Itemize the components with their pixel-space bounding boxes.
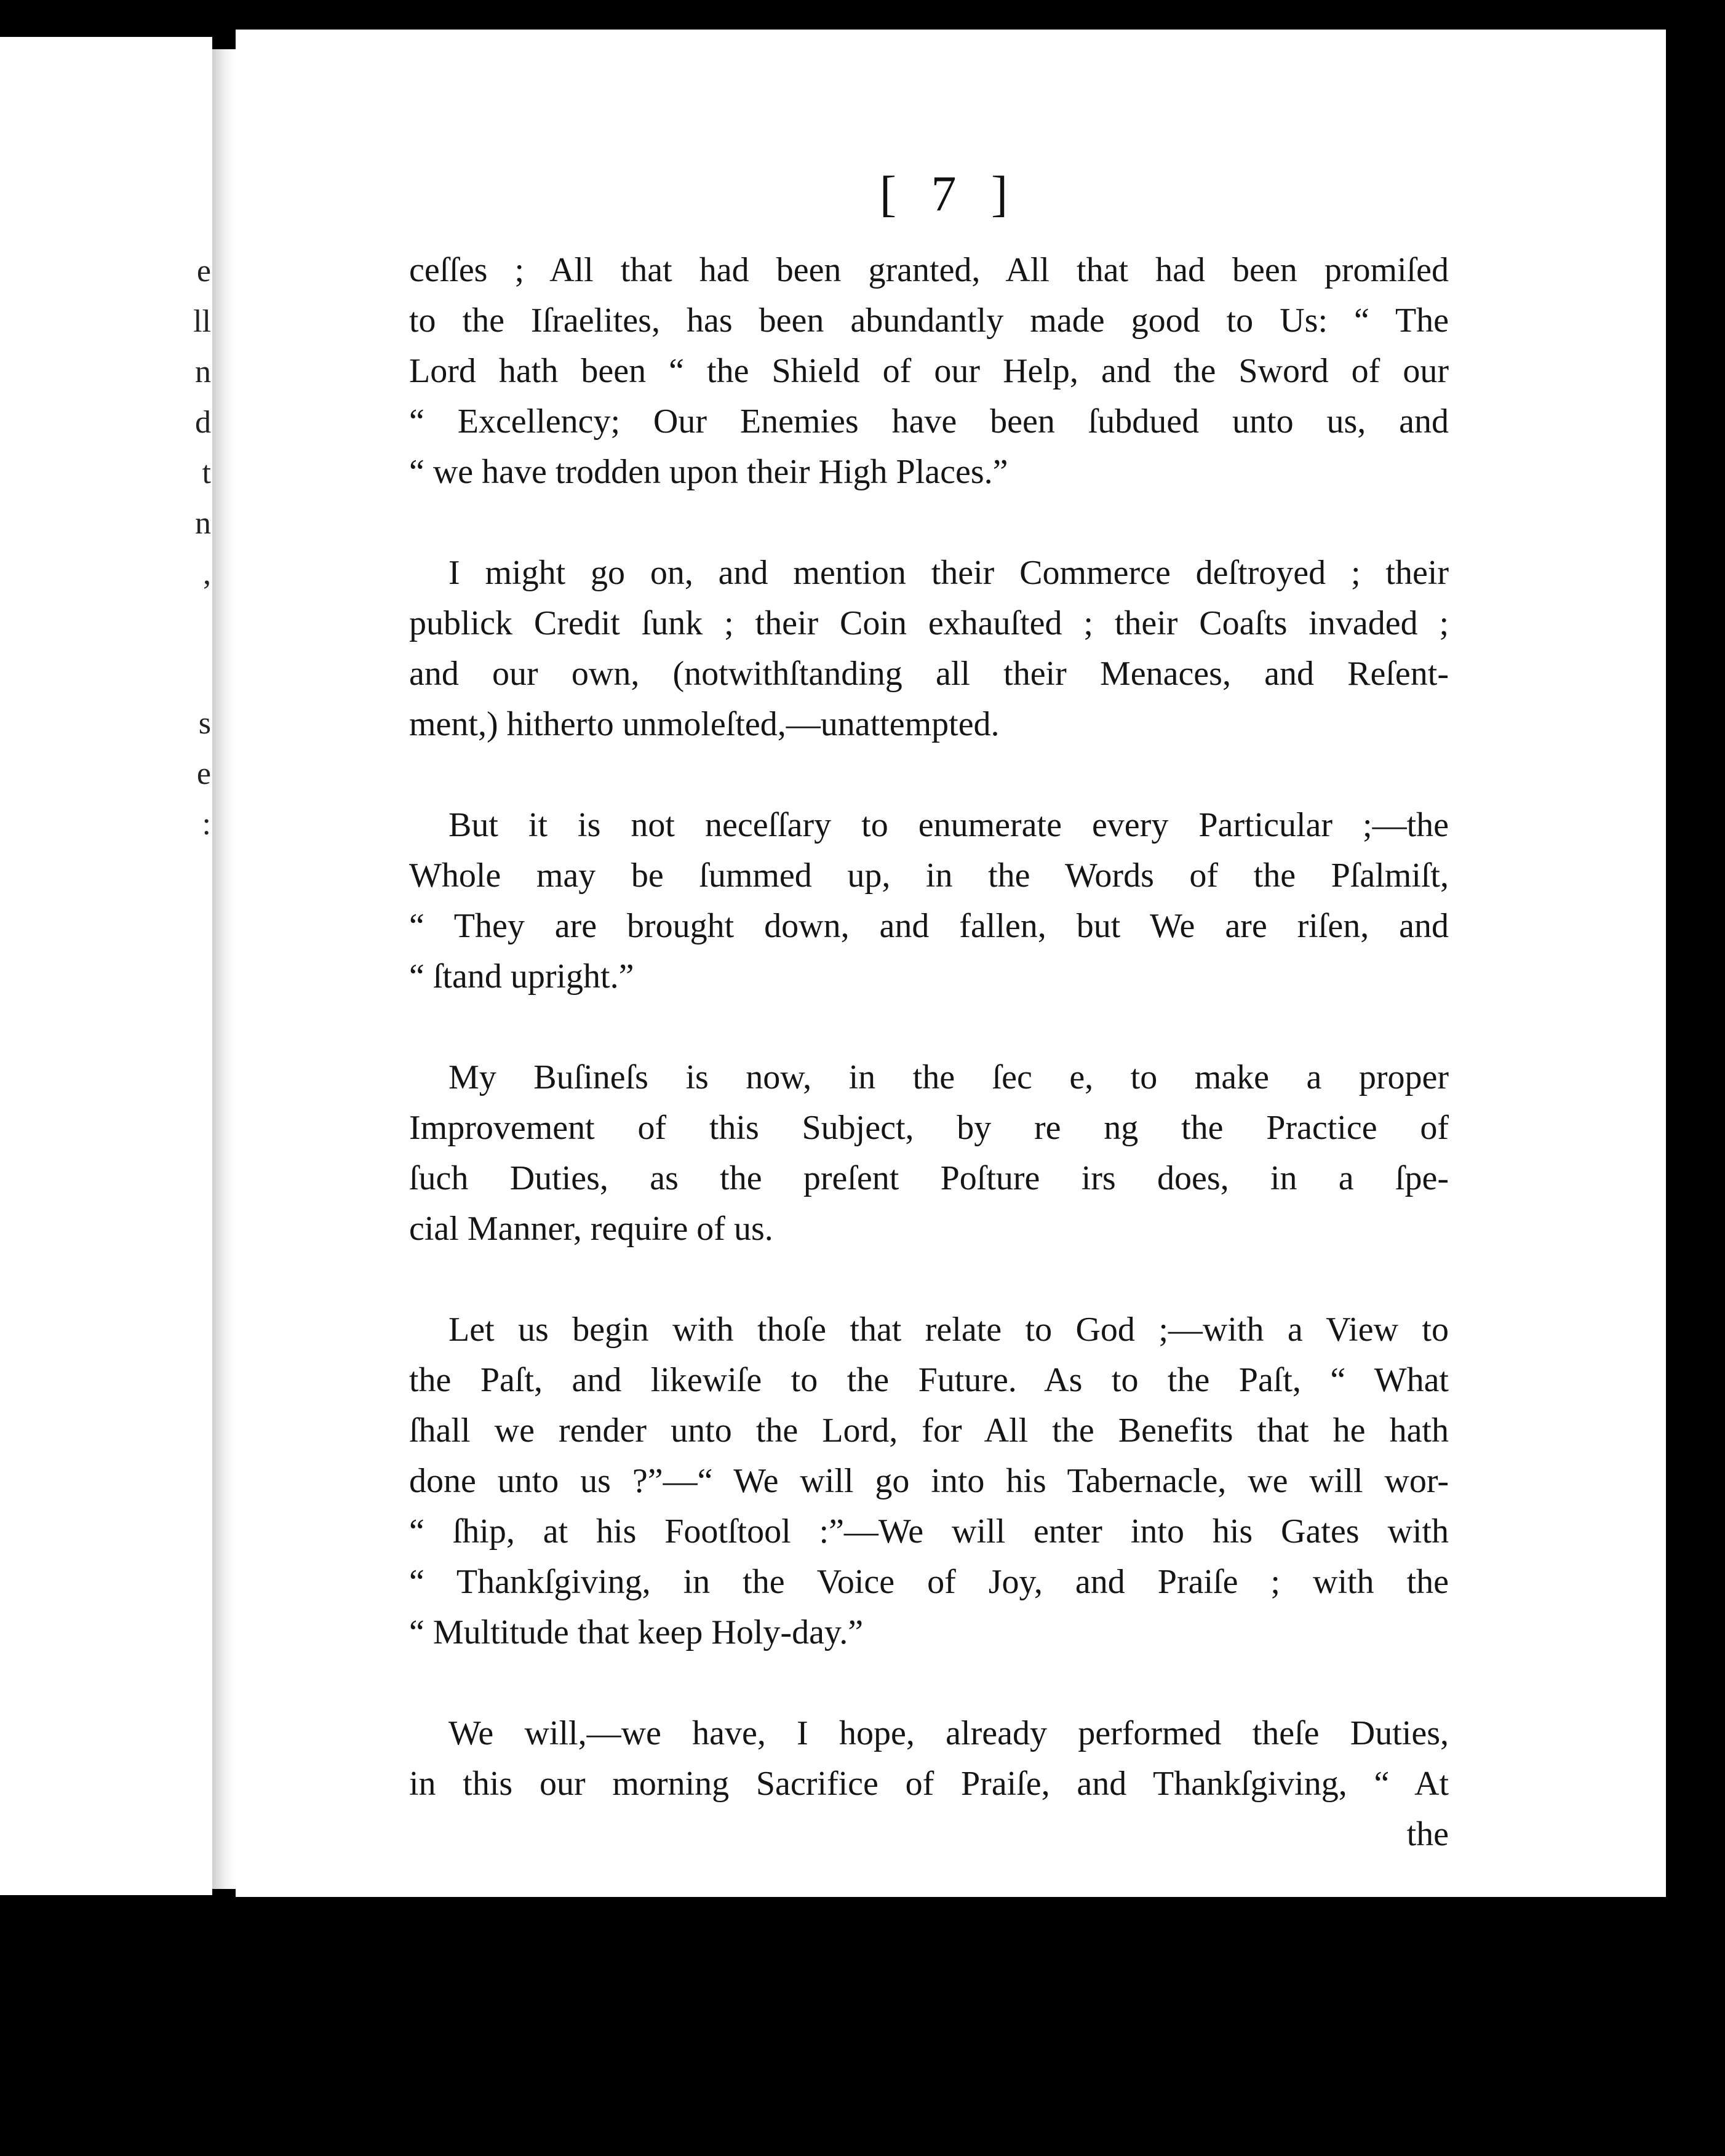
text-line: “ ſtand upright.” (409, 957, 634, 996)
text-line: Whole may be ſummed up, in the Words of the Pſalmiſt, (409, 856, 1449, 895)
text-line: done unto us ?”—“ We will go into his Tabernacle, we will wor- (409, 1462, 1449, 1500)
paragraph-2 (409, 548, 1449, 749)
page-body (409, 245, 1449, 1859)
text-line: ſuch Duties, as the preſent Poſture irs does, in a ſpe- (409, 1159, 1449, 1197)
paragraph-gap (409, 1254, 1449, 1304)
paragraph-gap (409, 1658, 1449, 1708)
text-line: “ They are brought down, and fallen, but We are riſen, and (409, 907, 1449, 945)
margin-letter: n (195, 354, 211, 389)
text-line: But it is not neceſſary to enumerate every Particular ;—the (448, 806, 1449, 844)
paragraph-gap (409, 497, 1449, 548)
margin-letter: t (202, 455, 211, 490)
text-line: cial Manner, require of us. (409, 1210, 773, 1248)
text-line: “ Excellency; Our Enemies have been ſubdued unto us, and (409, 402, 1449, 441)
page-number: [ 7 ] (879, 166, 1019, 222)
text-line: in this our morning Sacrifice of Praiſe, and Thankſgiving, “ At (409, 1765, 1449, 1803)
text-line: the Paſt, and likewiſe to the Future. As to the Paſt, “ What (409, 1361, 1449, 1399)
margin-letter: s (198, 706, 211, 741)
left-facing-page (0, 37, 212, 1895)
text-line: “ Thankſgiving, in the Voice of Joy, and Praiſe ; with the (409, 1563, 1449, 1601)
text-line: ceſſes ; All that had been granted, All that had been promiſed (409, 251, 1449, 289)
margin-letter: : (202, 807, 211, 842)
text-line: “ Multitude that keep Holy-day.” (409, 1613, 864, 1651)
margin-letter: , (203, 556, 211, 591)
text-line: ſhall we render unto the Lord, for All the Benefits that he hath (409, 1411, 1449, 1450)
text-line: My Buſineſs is now, in the ſec e, to make a proper (448, 1058, 1449, 1096)
text-line: ment,) hitherto unmoleſted,—unattempted. (409, 705, 1000, 743)
text-line: I might go on, and mention their Commerce deſtroyed ; their (448, 554, 1449, 592)
margin-letter: n (195, 506, 211, 541)
margin-letter: d (195, 405, 211, 440)
text-line: We will,—we have, I hope, already performed theſe Duties, (448, 1714, 1449, 1752)
margin-letter: e (196, 254, 211, 289)
text-line: publick Credit ſunk ; their Coin exhauſted ; their Coaſts invaded ; (409, 604, 1449, 642)
text-line: Lord hath been “ the Shield of our Help, and the Sword of our (409, 352, 1449, 390)
paragraph-gap (409, 749, 1449, 800)
paragraph-gap (409, 1002, 1449, 1052)
text-line: and our own, (notwithſtanding all their Menaces, and Reſent- (409, 655, 1449, 693)
paragraph-1 (409, 245, 1449, 497)
paragraph-4 (409, 1052, 1449, 1254)
text-line: Improvement of this Subject, by re ng the Practice of (409, 1109, 1449, 1147)
paragraph-6 (409, 1708, 1449, 1859)
book-gutter (212, 49, 236, 1889)
text-line: “ we have trodden upon their High Places.” (409, 453, 1008, 491)
text-line: Let us begin with thoſe that relate to God ;—with a View to (448, 1311, 1449, 1349)
text-line: “ ſhip, at his Footſtool :”—We will enter into his Gates with (409, 1512, 1449, 1551)
book-page (236, 30, 1666, 1897)
catchword: the (1406, 1815, 1449, 1853)
text-line: to the Iſraelites, has been abundantly made good to Us: “ The (409, 301, 1449, 340)
margin-letter: e (196, 756, 211, 791)
paragraph-3 (409, 800, 1449, 1002)
paragraph-5 (409, 1304, 1449, 1658)
margin-letter: ll (193, 304, 211, 339)
